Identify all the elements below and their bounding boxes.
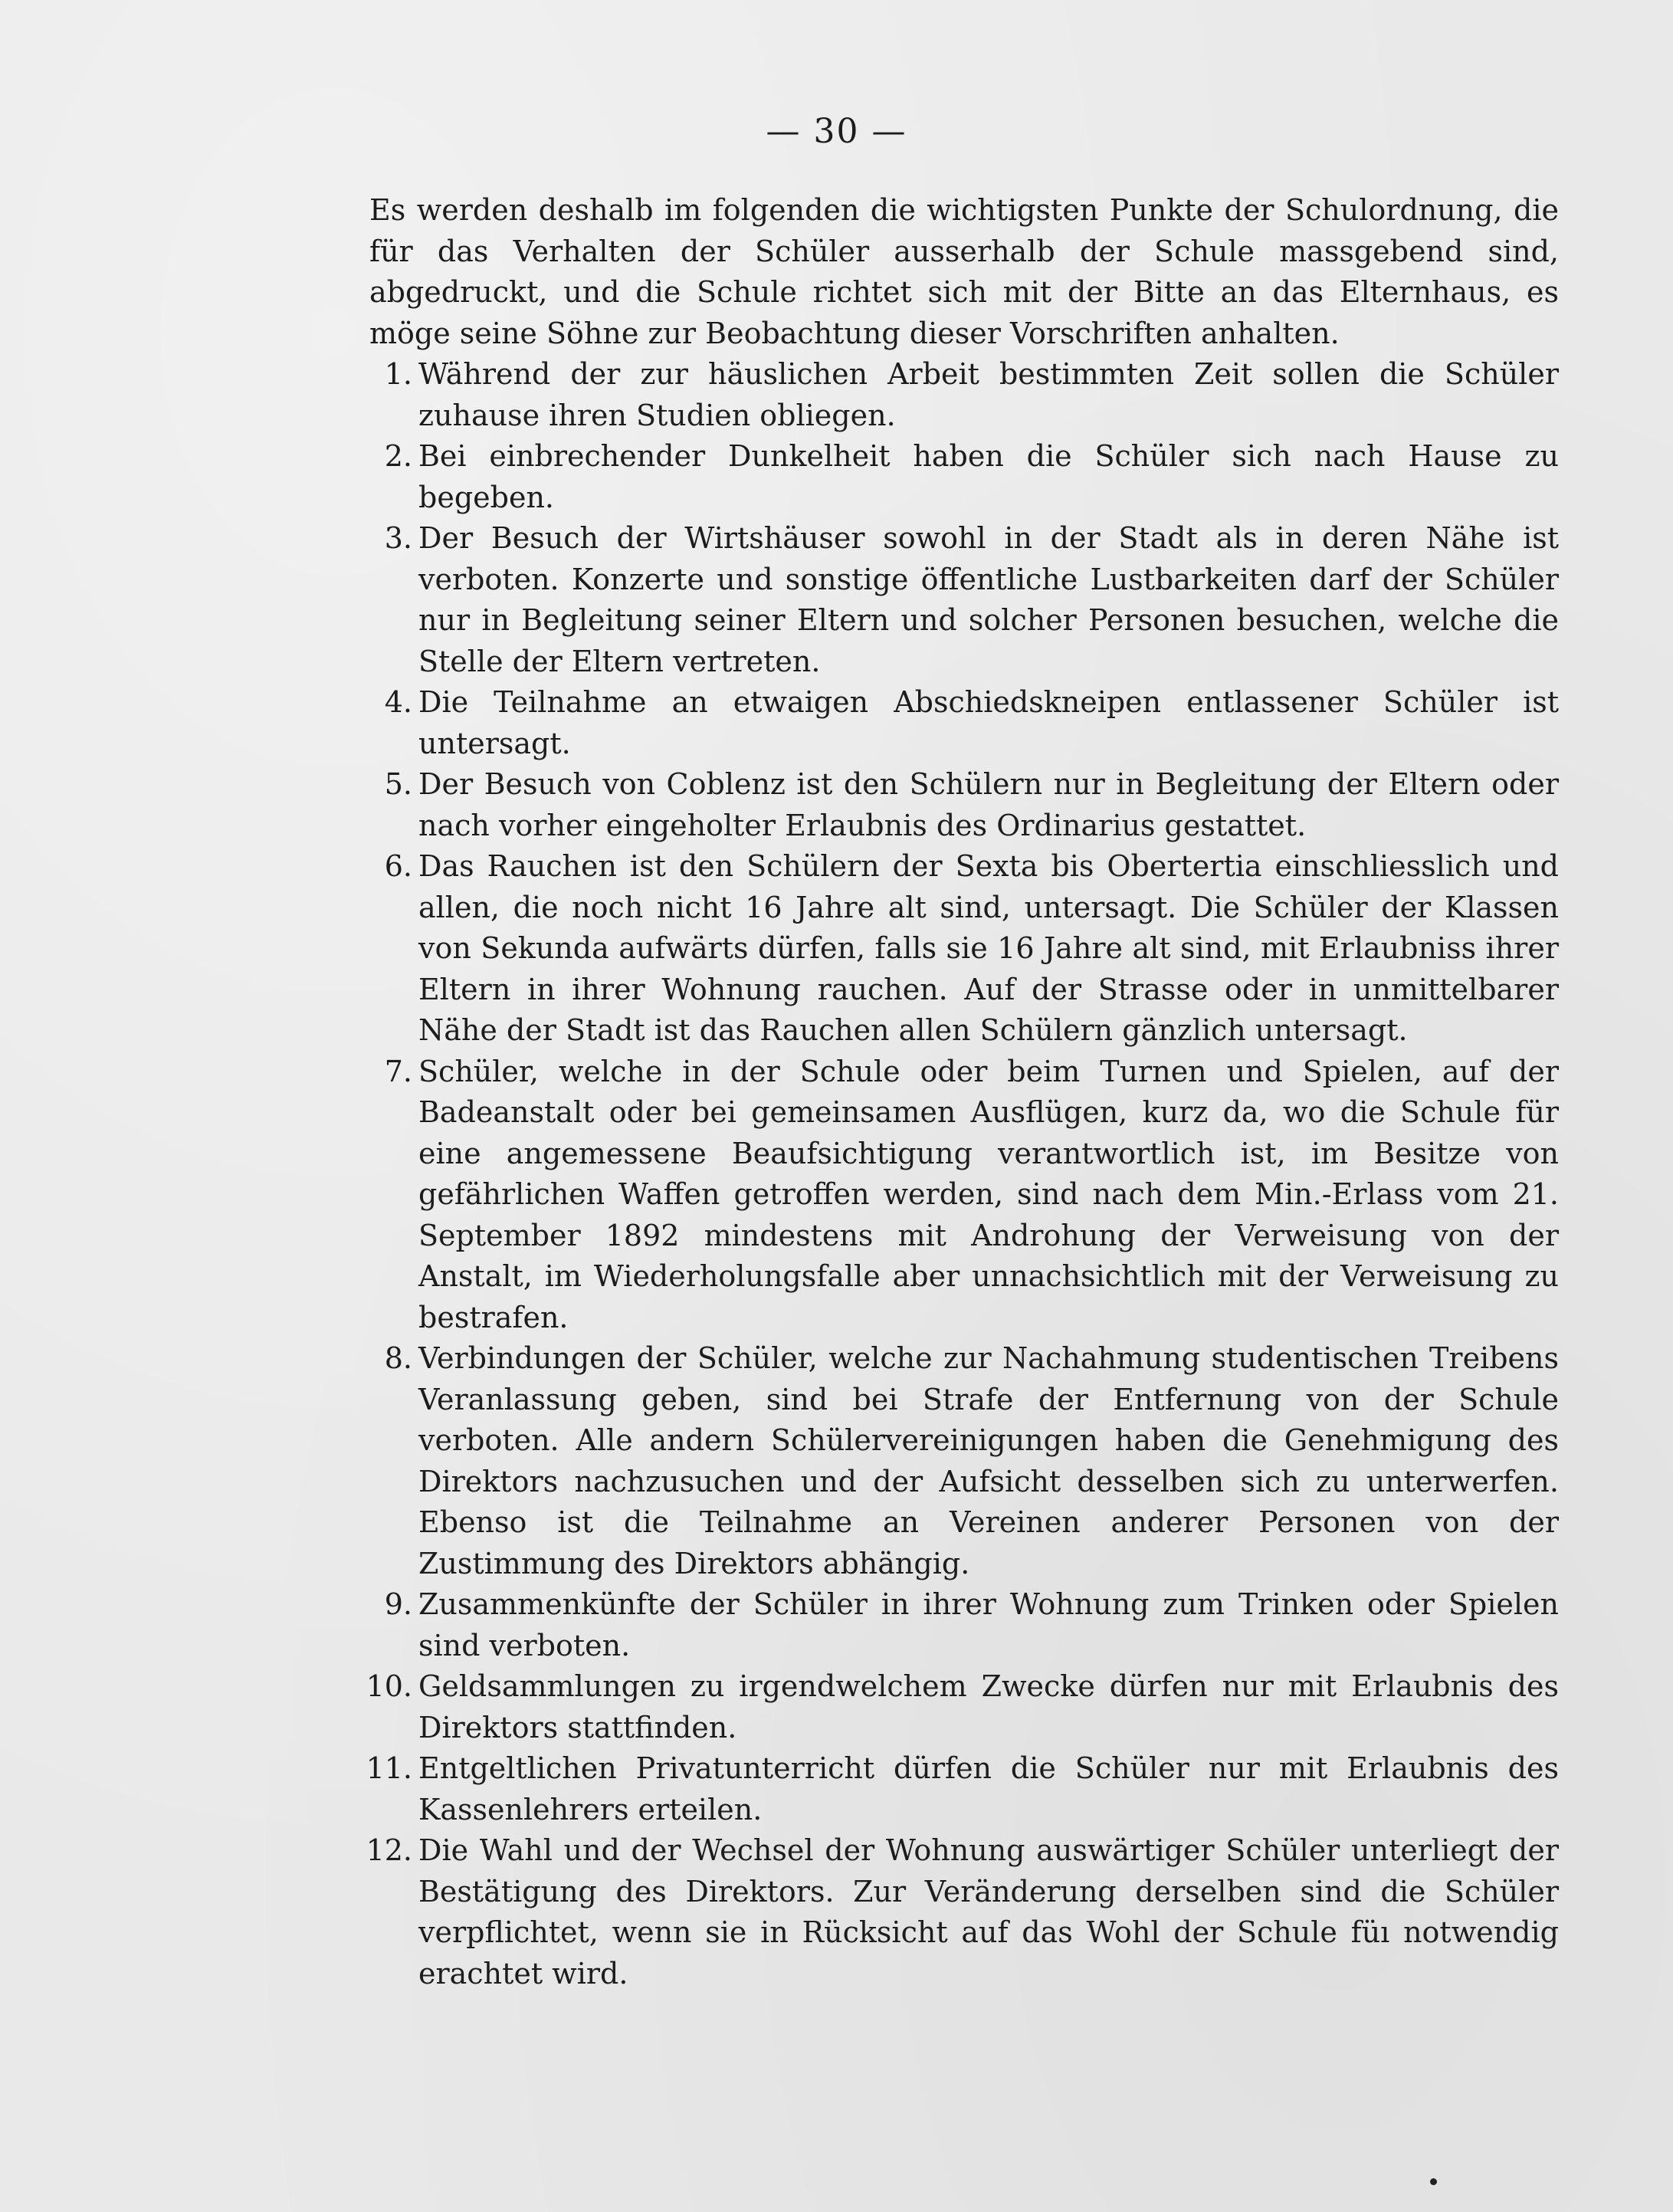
rule-number: 5.: [384, 767, 412, 801]
rule-number: 9.: [384, 1587, 412, 1621]
rule-text: Zusammenkünfte der Schüler in ihrer Wohnung zum Trinken oder Spielen sind verboten.: [418, 1587, 1559, 1662]
rule-number: 2.: [384, 439, 412, 473]
rule-item: [369, 682, 1559, 764]
rule-number: 10.: [366, 1669, 412, 1703]
rule-text: Das Rauchen ist den Schülern der Sexta bis Obertertia einschliesslich und allen, die noch nicht 16 Jahre alt sind, untersagt. Die Schüler der Klassen von Sekunda aufwärts dürfen, falls sie 16 Jahre alt sind, mit Erlaubniss ihrer Eltern in ihrer Wohnung rauchen. Auf der Strasse oder in unmittelbarer Nähe der Stadt ist das Rauchen allen Schülern gänzlich untersagt.: [418, 849, 1559, 1047]
body-text: [366, 190, 1559, 1994]
rule-text: Schüler, welche in der Schule oder beim Turnen und Spielen, auf der Badeanstalt oder bei gemeinsamen Ausflügen, kurz da, wo die Schule für eine angemessene Beaufsichtigung verantwortlich ist, im Besitze von gefährlichen Waffen getroffen werden, sind nach dem Min.-Erlass vom 21. September 1892 mindestens mit Androhung der Verweisung von der Anstalt, im Wiederholungsfalle aber unnachsichtlich mit der Verweisung zu bestrafen.: [418, 1054, 1559, 1334]
rule-item: [366, 1830, 1559, 1994]
rule-number: 6.: [384, 849, 412, 883]
rule-text: Der Besuch von Coblenz ist den Schülern nur in Begleitung der Eltern oder nach vorher eingeholter Erlaubnis des Ordinarius gestattet.: [418, 767, 1559, 842]
rule-item: [369, 1052, 1559, 1339]
rule-item: [369, 764, 1559, 846]
rule-number: 12.: [366, 1833, 412, 1867]
rule-text: Während der zur häuslichen Arbeit bestimmten Zeit sollen die Schüler zuhause ihren Studien obliegen.: [418, 357, 1559, 432]
rule-item: [369, 846, 1559, 1052]
rule-item: [369, 518, 1559, 682]
rule-item: [369, 1584, 1559, 1666]
rule-number: 4.: [384, 685, 412, 719]
rule-item: [369, 436, 1559, 518]
rule-number: 11.: [366, 1751, 412, 1785]
page-number: — 30 —: [766, 112, 907, 151]
rule-number: 8.: [384, 1341, 412, 1375]
rule-text: Bei einbrechender Dunkelheit haben die Schüler sich nach Hause zu begeben.: [418, 439, 1559, 514]
rule-item: [369, 1338, 1559, 1584]
rule-item: [366, 1748, 1559, 1830]
rule-text: Der Besuch der Wirtshäuser sowohl in der Stadt als in deren Nähe ist verboten. Konzerte und sonstige öffentliche Lustbarkeiten darf der Schüler nur in Begleitung seiner Eltern und solcher Personen besuchen, welche die Stelle der Eltern vertreten.: [418, 521, 1559, 678]
rule-number: 1.: [384, 357, 412, 391]
rule-text: Verbindungen der Schüler, welche zur Nachahmung studentischen Treibens Veranlassung geben, sind bei Strafe der Entfernung von der Schule verboten. Alle andern Schülervereinigungen haben die Genehmigung des Direktors nachzusuchen und der Aufsicht desselben sich zu unterwerfen. Ebenso ist die Teilnahme an Vereinen anderer Personen von der Zustimmung des Direktors abhängig.: [418, 1341, 1559, 1580]
rule-text: Geldsammlungen zu irgendwelchem Zwecke dürfen nur mit Erlaubnis des Direktors stattfinden.: [418, 1669, 1559, 1744]
rule-text: Die Wahl und der Wechsel der Wohnung auswärtiger Schüler unterliegt der Bestätigung des Direktors. Zur Veränderung derselben sind die Schüler verpflichtet, wenn sie in Rücksicht auf das Wohl der Schule füı notwendig erachtet wird.: [418, 1833, 1559, 1990]
intro-paragraph: Es werden deshalb im folgenden die wichtigsten Punkte der Schulordnung, die für das Verhalten der Schüler ausserhalb der Schule massgebend sind, abgedruckt, und die Schule richtet sich mit der Bitte an das Elternhaus, es möge seine Söhne zur Beobachtung dieser Vorschriften anhalten.: [369, 193, 1559, 350]
rule-text: Entgeltlichen Privatunterricht dürfen die Schüler nur mit Erlaubnis des Kassenlehrers erteilen.: [418, 1751, 1559, 1826]
rule-item: [366, 1666, 1559, 1748]
paper-speck: [1430, 2178, 1437, 2185]
rule-text: Die Teilnahme an etwaigen Abschiedskneipen entlassener Schüler ist untersagt.: [418, 685, 1559, 760]
rule-item: [369, 354, 1559, 436]
rule-number: 3.: [384, 521, 412, 555]
rule-number: 7.: [384, 1054, 412, 1088]
